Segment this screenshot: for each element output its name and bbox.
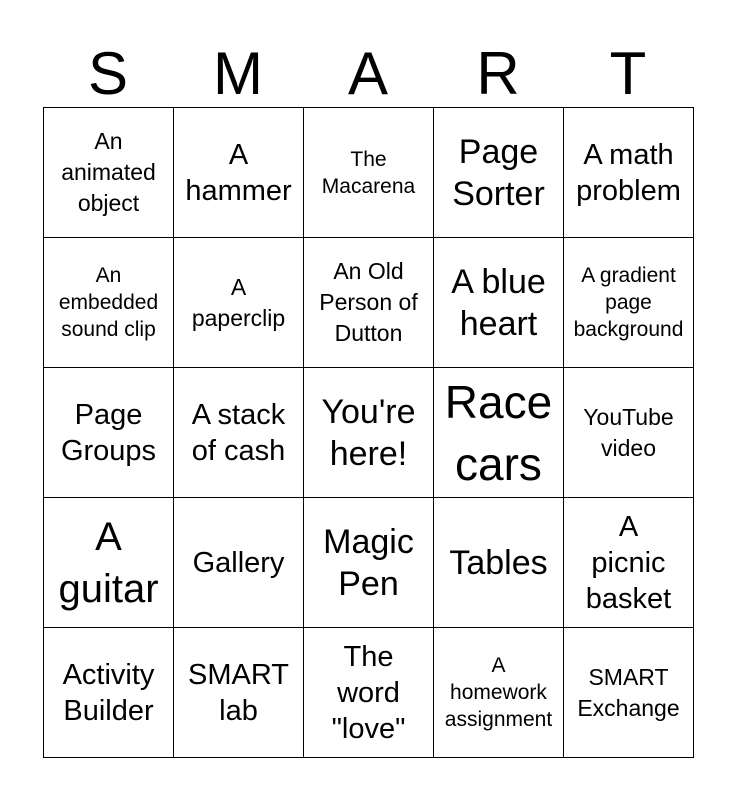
bingo-cell[interactable] (174, 498, 304, 628)
cell-text: A picnic basket (585, 510, 672, 615)
bingo-cell[interactable] (434, 238, 564, 368)
cell-text: A hammer (185, 138, 292, 207)
board-row (44, 498, 694, 628)
cell-text: SMART Exchange (577, 663, 680, 721)
cell-text: An embedded sound clip (58, 264, 159, 341)
bingo-cell[interactable] (304, 628, 434, 758)
bingo-cell[interactable] (564, 108, 694, 238)
bingo-cell[interactable] (44, 238, 174, 368)
cell-text: Page Sorter (452, 132, 545, 213)
bingo-cell[interactable] (564, 498, 694, 628)
cell-text: A math problem (576, 138, 681, 207)
bingo-cell[interactable] (174, 238, 304, 368)
cell-text: Race cars (444, 375, 553, 490)
bingo-cell[interactable] (304, 108, 434, 238)
title-letter-t: T (609, 40, 647, 107)
bingo-cell[interactable] (174, 628, 304, 758)
cell-text: A paperclip (191, 273, 286, 331)
title-letter-r: R (476, 40, 520, 107)
title-letter-a: A (347, 40, 389, 107)
board-row (44, 368, 694, 498)
cell-text: YouTube video (583, 403, 674, 461)
bingo-cell[interactable] (174, 108, 304, 238)
cell-text: Page Groups (60, 398, 157, 467)
bingo-cell[interactable] (434, 628, 564, 758)
bingo-cell[interactable] (304, 368, 434, 498)
bingo-cell[interactable] (434, 498, 564, 628)
bingo-cell[interactable] (44, 498, 174, 628)
board-row (44, 238, 694, 368)
title-letter-s: S (87, 40, 129, 107)
cell-text: A stack of cash (191, 398, 286, 467)
bingo-cell[interactable] (44, 368, 174, 498)
cell-text: A gradient page background (573, 264, 684, 341)
cell-text: Gallery (192, 546, 285, 579)
cell-text: The word "love" (331, 640, 406, 745)
bingo-cell[interactable] (304, 498, 434, 628)
bingo-cell[interactable] (174, 368, 304, 498)
bingo-cell[interactable] (44, 108, 174, 238)
cell-text: The Macarena (321, 147, 416, 198)
cell-text: A guitar (58, 514, 159, 611)
board-row (44, 628, 694, 758)
title-letter-m: M (213, 40, 263, 107)
board-row (44, 108, 694, 238)
bingo-cell[interactable] (434, 368, 564, 498)
bingo-cell[interactable] (434, 108, 564, 238)
cell-text: An animated object (61, 128, 156, 216)
cell-text: Tables (449, 543, 548, 582)
cell-text: SMART lab (188, 658, 289, 727)
bingo-board (43, 107, 694, 758)
cell-text: A homework assignment (444, 654, 553, 731)
bingo-cell[interactable] (304, 238, 434, 368)
bingo-cell[interactable] (564, 238, 694, 368)
bingo-title (43, 40, 693, 108)
bingo-cell[interactable] (564, 628, 694, 758)
bingo-cell[interactable] (564, 368, 694, 498)
cell-text: An Old Person of Dutton (319, 258, 418, 346)
cell-text: Magic Pen (323, 522, 414, 603)
cell-text: Activity Builder (62, 658, 155, 727)
bingo-cell[interactable] (44, 628, 174, 758)
cell-text: You're here! (321, 392, 416, 473)
cell-text: A blue heart (451, 262, 546, 343)
